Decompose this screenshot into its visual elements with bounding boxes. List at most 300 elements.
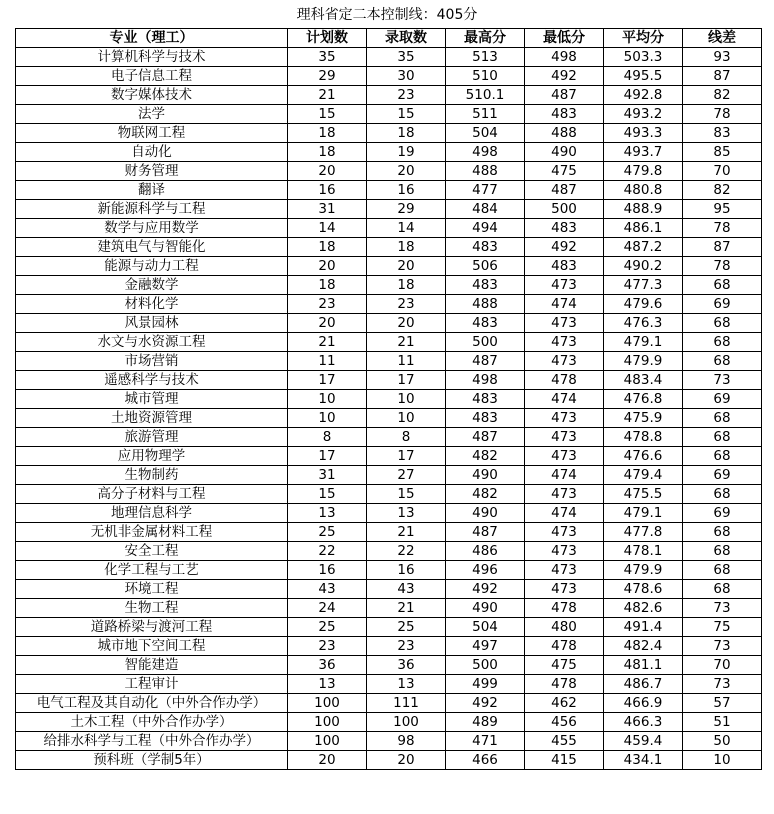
header-line-diff: 线差 bbox=[683, 29, 762, 48]
cell-admitted: 22 bbox=[367, 542, 446, 561]
table-row bbox=[16, 694, 762, 713]
cell-planned: 17 bbox=[288, 371, 367, 390]
cell-line-diff: 68 bbox=[683, 428, 762, 447]
cell-avg-score: 466.9 bbox=[604, 694, 683, 713]
cell-major: 城市地下空间工程 bbox=[16, 637, 288, 656]
cell-major: 财务管理 bbox=[16, 162, 288, 181]
cell-max-score: 486 bbox=[446, 542, 525, 561]
table-row bbox=[16, 504, 762, 523]
table-row bbox=[16, 352, 762, 371]
table-row bbox=[16, 67, 762, 86]
cell-admitted: 8 bbox=[367, 428, 446, 447]
cell-admitted: 15 bbox=[367, 485, 446, 504]
cell-admitted: 100 bbox=[367, 713, 446, 732]
cell-planned: 11 bbox=[288, 352, 367, 371]
cell-major: 自动化 bbox=[16, 143, 288, 162]
cell-line-diff: 87 bbox=[683, 67, 762, 86]
cell-min-score: 492 bbox=[525, 238, 604, 257]
cell-min-score: 487 bbox=[525, 86, 604, 105]
cell-line-diff: 75 bbox=[683, 618, 762, 637]
cell-major: 化学工程与工艺 bbox=[16, 561, 288, 580]
table-row bbox=[16, 162, 762, 181]
cell-min-score: 500 bbox=[525, 200, 604, 219]
cell-avg-score: 475.9 bbox=[604, 409, 683, 428]
cell-admitted: 10 bbox=[367, 409, 446, 428]
table-body bbox=[16, 48, 762, 770]
cell-planned: 100 bbox=[288, 694, 367, 713]
cell-admitted: 36 bbox=[367, 656, 446, 675]
table-row bbox=[16, 257, 762, 276]
cell-min-score: 478 bbox=[525, 675, 604, 694]
cell-planned: 21 bbox=[288, 86, 367, 105]
cell-major: 市场营销 bbox=[16, 352, 288, 371]
cell-min-score: 473 bbox=[525, 485, 604, 504]
cell-max-score: 483 bbox=[446, 390, 525, 409]
table-row bbox=[16, 295, 762, 314]
cell-max-score: 500 bbox=[446, 656, 525, 675]
cell-max-score: 500 bbox=[446, 333, 525, 352]
cell-max-score: 510 bbox=[446, 67, 525, 86]
cell-major: 建筑电气与智能化 bbox=[16, 238, 288, 257]
cell-major: 电子信息工程 bbox=[16, 67, 288, 86]
cell-planned: 23 bbox=[288, 295, 367, 314]
cell-planned: 25 bbox=[288, 523, 367, 542]
cell-major: 遥感科学与技术 bbox=[16, 371, 288, 390]
cell-avg-score: 475.5 bbox=[604, 485, 683, 504]
cell-line-diff: 70 bbox=[683, 656, 762, 675]
cell-avg-score: 486.1 bbox=[604, 219, 683, 238]
cell-planned: 25 bbox=[288, 618, 367, 637]
cell-max-score: 497 bbox=[446, 637, 525, 656]
header-avg-score: 平均分 bbox=[604, 29, 683, 48]
cell-avg-score: 503.3 bbox=[604, 48, 683, 67]
cell-max-score: 490 bbox=[446, 466, 525, 485]
cell-min-score: 415 bbox=[525, 751, 604, 770]
cell-line-diff: 68 bbox=[683, 561, 762, 580]
cell-max-score: 487 bbox=[446, 523, 525, 542]
cell-admitted: 27 bbox=[367, 466, 446, 485]
cell-line-diff: 73 bbox=[683, 371, 762, 390]
cell-admitted: 35 bbox=[367, 48, 446, 67]
cell-major: 风景园林 bbox=[16, 314, 288, 333]
cell-planned: 31 bbox=[288, 466, 367, 485]
cell-admitted: 21 bbox=[367, 333, 446, 352]
cell-min-score: 473 bbox=[525, 276, 604, 295]
cell-min-score: 456 bbox=[525, 713, 604, 732]
cell-major: 工程审计 bbox=[16, 675, 288, 694]
table-row bbox=[16, 580, 762, 599]
cell-major: 地理信息科学 bbox=[16, 504, 288, 523]
cell-planned: 20 bbox=[288, 257, 367, 276]
cell-line-diff: 82 bbox=[683, 181, 762, 200]
cell-admitted: 11 bbox=[367, 352, 446, 371]
cell-line-diff: 73 bbox=[683, 675, 762, 694]
cell-planned: 20 bbox=[288, 162, 367, 181]
cell-max-score: 492 bbox=[446, 694, 525, 713]
cell-admitted: 20 bbox=[367, 314, 446, 333]
cell-min-score: 455 bbox=[525, 732, 604, 751]
cell-max-score: 510.1 bbox=[446, 86, 525, 105]
cell-avg-score: 476.6 bbox=[604, 447, 683, 466]
table-row bbox=[16, 276, 762, 295]
cell-max-score: 498 bbox=[446, 371, 525, 390]
cell-major: 能源与动力工程 bbox=[16, 257, 288, 276]
cell-major: 应用物理学 bbox=[16, 447, 288, 466]
table-row bbox=[16, 428, 762, 447]
cell-major: 无机非金属材料工程 bbox=[16, 523, 288, 542]
cell-max-score: 504 bbox=[446, 124, 525, 143]
table-row bbox=[16, 143, 762, 162]
cell-min-score: 490 bbox=[525, 143, 604, 162]
cell-planned: 20 bbox=[288, 751, 367, 770]
cell-avg-score: 491.4 bbox=[604, 618, 683, 637]
cell-line-diff: 68 bbox=[683, 447, 762, 466]
cell-line-diff: 73 bbox=[683, 599, 762, 618]
cell-admitted: 23 bbox=[367, 86, 446, 105]
cell-max-score: 513 bbox=[446, 48, 525, 67]
table-row bbox=[16, 637, 762, 656]
cell-min-score: 473 bbox=[525, 447, 604, 466]
cell-line-diff: 57 bbox=[683, 694, 762, 713]
table-row bbox=[16, 314, 762, 333]
cell-avg-score: 480.8 bbox=[604, 181, 683, 200]
header-max-score: 最高分 bbox=[446, 29, 525, 48]
cell-major: 预科班（学制5年） bbox=[16, 751, 288, 770]
cell-planned: 23 bbox=[288, 637, 367, 656]
table-row bbox=[16, 86, 762, 105]
cell-avg-score: 486.7 bbox=[604, 675, 683, 694]
cell-max-score: 483 bbox=[446, 314, 525, 333]
cell-major: 水文与水资源工程 bbox=[16, 333, 288, 352]
table-row bbox=[16, 561, 762, 580]
cell-max-score: 494 bbox=[446, 219, 525, 238]
cell-admitted: 17 bbox=[367, 447, 446, 466]
cell-line-diff: 87 bbox=[683, 238, 762, 257]
cell-max-score: 506 bbox=[446, 257, 525, 276]
cell-major: 高分子材料与工程 bbox=[16, 485, 288, 504]
cell-max-score: 471 bbox=[446, 732, 525, 751]
table-row bbox=[16, 656, 762, 675]
table-row bbox=[16, 238, 762, 257]
cell-admitted: 16 bbox=[367, 561, 446, 580]
cell-min-score: 473 bbox=[525, 561, 604, 580]
table-title: 理科省定二本控制线：405分 bbox=[296, 7, 478, 23]
cell-planned: 10 bbox=[288, 409, 367, 428]
cell-min-score: 488 bbox=[525, 124, 604, 143]
cell-avg-score: 490.2 bbox=[604, 257, 683, 276]
cell-max-score: 490 bbox=[446, 504, 525, 523]
cell-avg-score: 483.4 bbox=[604, 371, 683, 390]
cell-max-score: 511 bbox=[446, 105, 525, 124]
cell-max-score: 484 bbox=[446, 200, 525, 219]
header-row bbox=[16, 29, 762, 48]
cell-planned: 18 bbox=[288, 238, 367, 257]
cell-max-score: 482 bbox=[446, 485, 525, 504]
cell-avg-score: 476.3 bbox=[604, 314, 683, 333]
cell-admitted: 21 bbox=[367, 523, 446, 542]
table-row bbox=[16, 523, 762, 542]
cell-admitted: 25 bbox=[367, 618, 446, 637]
cell-line-diff: 70 bbox=[683, 162, 762, 181]
table-row bbox=[16, 466, 762, 485]
cell-admitted: 13 bbox=[367, 504, 446, 523]
cell-min-score: 483 bbox=[525, 219, 604, 238]
cell-avg-score: 477.8 bbox=[604, 523, 683, 542]
cell-major: 新能源科学与工程 bbox=[16, 200, 288, 219]
cell-max-score: 498 bbox=[446, 143, 525, 162]
cell-max-score: 466 bbox=[446, 751, 525, 770]
header-min-score: 最低分 bbox=[525, 29, 604, 48]
cell-min-score: 478 bbox=[525, 371, 604, 390]
cell-major: 数字媒体技术 bbox=[16, 86, 288, 105]
cell-planned: 8 bbox=[288, 428, 367, 447]
cell-admitted: 13 bbox=[367, 675, 446, 694]
cell-avg-score: 487.2 bbox=[604, 238, 683, 257]
cell-max-score: 477 bbox=[446, 181, 525, 200]
cell-max-score: 490 bbox=[446, 599, 525, 618]
table-row bbox=[16, 181, 762, 200]
cell-line-diff: 10 bbox=[683, 751, 762, 770]
cell-major: 给排水科学与工程（中外合作办学） bbox=[16, 732, 288, 751]
cell-avg-score: 479.1 bbox=[604, 504, 683, 523]
cell-avg-score: 477.3 bbox=[604, 276, 683, 295]
cell-min-score: 478 bbox=[525, 637, 604, 656]
cell-avg-score: 479.6 bbox=[604, 295, 683, 314]
table-row bbox=[16, 447, 762, 466]
cell-min-score: 473 bbox=[525, 333, 604, 352]
cell-line-diff: 78 bbox=[683, 219, 762, 238]
cell-max-score: 483 bbox=[446, 276, 525, 295]
cell-avg-score: 466.3 bbox=[604, 713, 683, 732]
cell-avg-score: 482.4 bbox=[604, 637, 683, 656]
cell-avg-score: 479.4 bbox=[604, 466, 683, 485]
table-row bbox=[16, 542, 762, 561]
cell-min-score: 473 bbox=[525, 409, 604, 428]
table-row bbox=[16, 713, 762, 732]
cell-avg-score: 478.8 bbox=[604, 428, 683, 447]
cell-planned: 20 bbox=[288, 314, 367, 333]
cell-min-score: 483 bbox=[525, 257, 604, 276]
cell-avg-score: 479.8 bbox=[604, 162, 683, 181]
cell-major: 生物工程 bbox=[16, 599, 288, 618]
cell-min-score: 475 bbox=[525, 162, 604, 181]
cell-admitted: 15 bbox=[367, 105, 446, 124]
cell-admitted: 29 bbox=[367, 200, 446, 219]
header-admitted: 录取数 bbox=[367, 29, 446, 48]
cell-planned: 14 bbox=[288, 219, 367, 238]
cell-major: 数学与应用数学 bbox=[16, 219, 288, 238]
cell-avg-score: 493.3 bbox=[604, 124, 683, 143]
cell-avg-score: 479.1 bbox=[604, 333, 683, 352]
cell-line-diff: 68 bbox=[683, 542, 762, 561]
cell-avg-score: 488.9 bbox=[604, 200, 683, 219]
cell-min-score: 483 bbox=[525, 105, 604, 124]
table-row bbox=[16, 371, 762, 390]
cell-min-score: 473 bbox=[525, 580, 604, 599]
cell-planned: 16 bbox=[288, 561, 367, 580]
cell-min-score: 474 bbox=[525, 295, 604, 314]
cell-max-score: 504 bbox=[446, 618, 525, 637]
cell-planned: 29 bbox=[288, 67, 367, 86]
cell-line-diff: 69 bbox=[683, 390, 762, 409]
cell-planned: 17 bbox=[288, 447, 367, 466]
cell-max-score: 496 bbox=[446, 561, 525, 580]
cell-min-score: 498 bbox=[525, 48, 604, 67]
cell-major: 电气工程及其自动化（中外合作办学） bbox=[16, 694, 288, 713]
cell-planned: 16 bbox=[288, 181, 367, 200]
cell-max-score: 487 bbox=[446, 352, 525, 371]
cell-planned: 100 bbox=[288, 732, 367, 751]
cell-line-diff: 82 bbox=[683, 86, 762, 105]
table-row bbox=[16, 751, 762, 770]
cell-line-diff: 78 bbox=[683, 105, 762, 124]
cell-planned: 22 bbox=[288, 542, 367, 561]
table-row bbox=[16, 599, 762, 618]
cell-line-diff: 73 bbox=[683, 637, 762, 656]
cell-major: 安全工程 bbox=[16, 542, 288, 561]
cell-line-diff: 68 bbox=[683, 580, 762, 599]
cell-admitted: 98 bbox=[367, 732, 446, 751]
cell-major: 法学 bbox=[16, 105, 288, 124]
cell-admitted: 17 bbox=[367, 371, 446, 390]
cell-admitted: 18 bbox=[367, 276, 446, 295]
table-row bbox=[16, 390, 762, 409]
cell-major: 道路桥梁与渡河工程 bbox=[16, 618, 288, 637]
cell-line-diff: 69 bbox=[683, 295, 762, 314]
cell-max-score: 487 bbox=[446, 428, 525, 447]
cell-avg-score: 493.2 bbox=[604, 105, 683, 124]
cell-major: 金融数学 bbox=[16, 276, 288, 295]
cell-max-score: 488 bbox=[446, 162, 525, 181]
cell-major: 物联网工程 bbox=[16, 124, 288, 143]
cell-major: 计算机科学与技术 bbox=[16, 48, 288, 67]
cell-planned: 36 bbox=[288, 656, 367, 675]
cell-admitted: 23 bbox=[367, 637, 446, 656]
cell-max-score: 488 bbox=[446, 295, 525, 314]
header-major: 专业（理工） bbox=[16, 29, 288, 48]
cell-line-diff: 68 bbox=[683, 352, 762, 371]
cell-avg-score: 482.6 bbox=[604, 599, 683, 618]
cell-major: 环境工程 bbox=[16, 580, 288, 599]
table-row bbox=[16, 333, 762, 352]
cell-planned: 15 bbox=[288, 105, 367, 124]
cell-planned: 18 bbox=[288, 124, 367, 143]
table-row bbox=[16, 485, 762, 504]
cell-line-diff: 78 bbox=[683, 257, 762, 276]
cell-major: 城市管理 bbox=[16, 390, 288, 409]
table-row bbox=[16, 48, 762, 67]
cell-planned: 13 bbox=[288, 675, 367, 694]
cell-admitted: 10 bbox=[367, 390, 446, 409]
table-row bbox=[16, 409, 762, 428]
cell-avg-score: 495.5 bbox=[604, 67, 683, 86]
table-row bbox=[16, 219, 762, 238]
cell-min-score: 473 bbox=[525, 314, 604, 333]
cell-min-score: 473 bbox=[525, 352, 604, 371]
cell-avg-score: 479.9 bbox=[604, 352, 683, 371]
table-row bbox=[16, 105, 762, 124]
cell-admitted: 18 bbox=[367, 124, 446, 143]
cell-admitted: 111 bbox=[367, 694, 446, 713]
cell-avg-score: 479.9 bbox=[604, 561, 683, 580]
cell-planned: 21 bbox=[288, 333, 367, 352]
cell-line-diff: 69 bbox=[683, 504, 762, 523]
cell-admitted: 20 bbox=[367, 751, 446, 770]
cell-line-diff: 69 bbox=[683, 466, 762, 485]
cell-max-score: 482 bbox=[446, 447, 525, 466]
cell-avg-score: 492.8 bbox=[604, 86, 683, 105]
cell-avg-score: 476.8 bbox=[604, 390, 683, 409]
cell-min-score: 474 bbox=[525, 390, 604, 409]
cell-major: 土地资源管理 bbox=[16, 409, 288, 428]
cell-admitted: 21 bbox=[367, 599, 446, 618]
cell-max-score: 499 bbox=[446, 675, 525, 694]
cell-major: 材料化学 bbox=[16, 295, 288, 314]
cell-admitted: 43 bbox=[367, 580, 446, 599]
cell-major: 生物制药 bbox=[16, 466, 288, 485]
cell-line-diff: 68 bbox=[683, 333, 762, 352]
cell-max-score: 492 bbox=[446, 580, 525, 599]
cell-line-diff: 85 bbox=[683, 143, 762, 162]
cell-min-score: 478 bbox=[525, 599, 604, 618]
cell-line-diff: 68 bbox=[683, 276, 762, 295]
cell-min-score: 474 bbox=[525, 504, 604, 523]
table-row bbox=[16, 200, 762, 219]
cell-line-diff: 95 bbox=[683, 200, 762, 219]
cell-line-diff: 68 bbox=[683, 523, 762, 542]
cell-avg-score: 493.7 bbox=[604, 143, 683, 162]
cell-line-diff: 51 bbox=[683, 713, 762, 732]
cell-planned: 31 bbox=[288, 200, 367, 219]
cell-line-diff: 68 bbox=[683, 314, 762, 333]
cell-admitted: 14 bbox=[367, 219, 446, 238]
cell-planned: 18 bbox=[288, 276, 367, 295]
cell-min-score: 473 bbox=[525, 542, 604, 561]
table-row bbox=[16, 124, 762, 143]
cell-line-diff: 83 bbox=[683, 124, 762, 143]
cell-avg-score: 459.4 bbox=[604, 732, 683, 751]
cell-planned: 100 bbox=[288, 713, 367, 732]
cell-avg-score: 478.6 bbox=[604, 580, 683, 599]
cell-avg-score: 481.1 bbox=[604, 656, 683, 675]
cell-major: 土木工程（中外合作办学） bbox=[16, 713, 288, 732]
cell-line-diff: 68 bbox=[683, 409, 762, 428]
cell-min-score: 475 bbox=[525, 656, 604, 675]
cell-line-diff: 68 bbox=[683, 485, 762, 504]
table-row bbox=[16, 618, 762, 637]
cell-planned: 18 bbox=[288, 143, 367, 162]
cell-min-score: 473 bbox=[525, 523, 604, 542]
cell-max-score: 483 bbox=[446, 409, 525, 428]
cell-admitted: 20 bbox=[367, 162, 446, 181]
cell-min-score: 492 bbox=[525, 67, 604, 86]
cell-admitted: 30 bbox=[367, 67, 446, 86]
cell-admitted: 20 bbox=[367, 257, 446, 276]
header-planned: 计划数 bbox=[288, 29, 367, 48]
cell-avg-score: 434.1 bbox=[604, 751, 683, 770]
cell-planned: 13 bbox=[288, 504, 367, 523]
cell-min-score: 487 bbox=[525, 181, 604, 200]
cell-major: 翻译 bbox=[16, 181, 288, 200]
cell-admitted: 19 bbox=[367, 143, 446, 162]
cell-avg-score: 478.1 bbox=[604, 542, 683, 561]
cell-min-score: 473 bbox=[525, 428, 604, 447]
cell-min-score: 474 bbox=[525, 466, 604, 485]
cell-admitted: 23 bbox=[367, 295, 446, 314]
cell-major: 智能建造 bbox=[16, 656, 288, 675]
table-row bbox=[16, 675, 762, 694]
cell-major: 旅游管理 bbox=[16, 428, 288, 447]
